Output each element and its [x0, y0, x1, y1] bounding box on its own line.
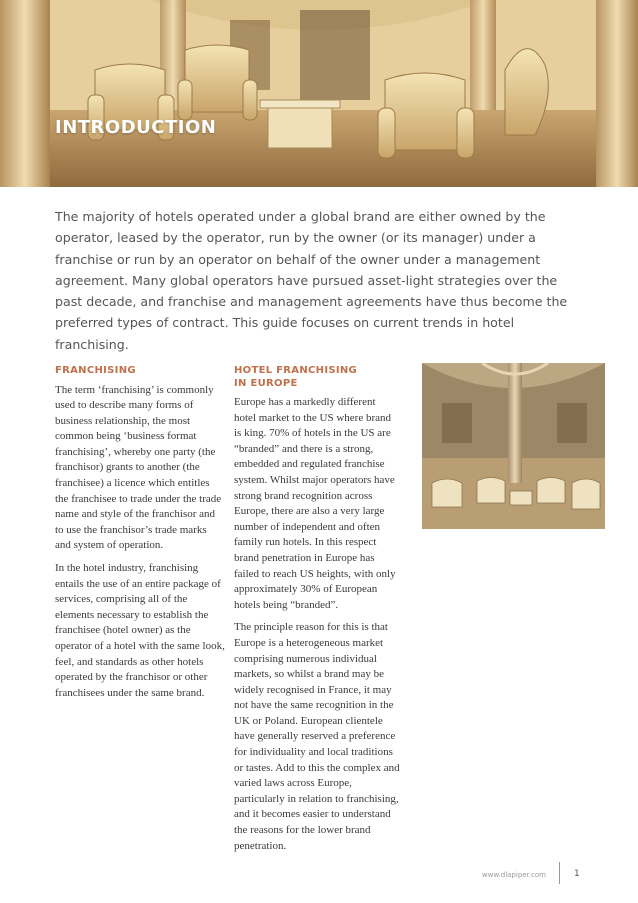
europe-heading-line-2: IN EUROPE	[234, 377, 298, 389]
page-number: 1	[574, 869, 580, 879]
franchising-paragraph-1: The term ‘franchising’ is commonly used to describe many forms of business relationship, the most common being ‘business format franchising’, whereby one party (the franchisor) grants to another (the franchisee) a licence which entitles the franchisee to trade under the trade name and style of the franchisor and to use the franchisor’s trade marks and system of operation.	[55, 383, 222, 552]
franchising-heading: FRANCHISING	[55, 365, 136, 376]
lobby-illustration	[0, 0, 638, 187]
hero-image	[0, 0, 638, 187]
courtyard-photo	[422, 363, 605, 529]
footer-divider	[559, 862, 560, 884]
europe-section	[234, 365, 400, 861]
franchising-section	[55, 365, 225, 708]
footer-website: www.dlapiper.com	[482, 871, 546, 879]
europe-heading	[234, 365, 400, 390]
intro-paragraph: The majority of hotels operated under a global brand are either owned by the operator, leased by the operator, run by the owner (or its manager) under a franchise or run by an operator on behalf of the owner under a management agreement. Many global operators have pursued asset-light strategies over the past decade, and franchise and management agreements have thus become the preferred types of contract. This guide focuses on current trends in hotel franchising.	[55, 209, 568, 352]
franchising-paragraph-2: In the hotel industry, franchising entails the use of an entire package of services, comprising all of the elements necessary to establish the franchisee (hotel owner) as the operator of a hotel with the same look, feel, and standards as other hotels operated by the franchisor or other franchisees under the same brand.	[55, 562, 225, 699]
courtyard-illustration	[422, 363, 605, 529]
europe-paragraph-1: Europe has a markedly different hotel market to the US where brand is king. 70% of hotels in the US are “branded” and there is a strong, embedded and regulated franchise system. Whilst major operators have strong brand recognition across Europe, there are also a very large number of independent and often family run hotels. In this respect brand penetration in Europe has failed to reach US heights, with only approximately 30% of European hotels being “branded”.	[234, 396, 396, 611]
page-title: INTRODUCTION	[55, 117, 217, 138]
europe-paragraph-2: The principle reason for this is that Europe is a heterogeneous market comprising numerous individual markets, so whilst a brand may be widely recognised in France, it may not have the same recognition in the UK or Poland. European clientele have generally reserved a preference for individuality and local traditions or tastes. Add to this the complex and varied laws across Europe, particularly in relation to franchising, and it becomes easier to understand the reasons for the lower brand penetration.	[234, 621, 400, 852]
europe-heading-line-1: HOTEL FRANCHISING	[234, 365, 358, 376]
